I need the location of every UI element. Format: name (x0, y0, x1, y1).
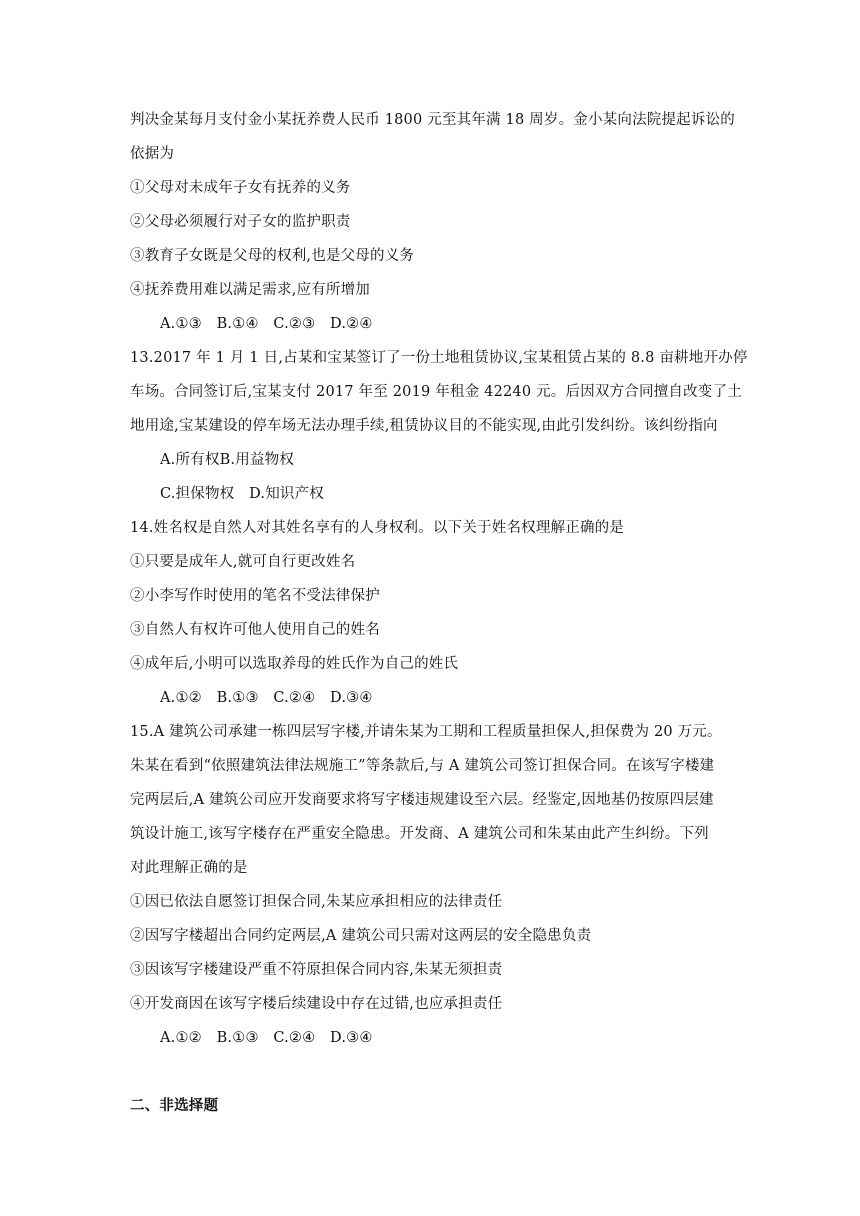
text-line: 朱某在看到“依照建筑法律法规施工”等条款后,与 A 建筑公司签订担保合同。在该写字楼建 (130, 758, 715, 774)
text-line: 地用途,宝某建设的停车场无法办理手续,租赁协议目的不能实现,由此引发纠纷。该纠纷指向 (130, 418, 718, 434)
option-line: ①因已依法自愿签订担保合同,朱某应承担相应的法律责任 (130, 894, 503, 910)
option-line: ②小李写作时使用的笔名不受法律保护 (130, 588, 380, 604)
question-14: 14.姓名权是自然人对其姓名享有的人身权利。以下关于姓名权理解正确的是 (130, 520, 625, 536)
text-line: 判决金某每月支付金小某抚养费人民币 1800 元至其年满 18 周岁。金小某向法院提起诉讼的 (130, 112, 735, 128)
option-line: ③教育子女既是父母的权利,也是父母的义务 (130, 248, 415, 264)
option-line: ③因该写字楼建设严重不符原担保合同内容,朱某无须担责 (130, 962, 503, 978)
answer-choices: C.担保物权 D.知识产权 (160, 486, 325, 502)
question-15: 15.A 建筑公司承建一栋四层写字楼,并请朱某为工期和工程质量担保人,担保费为 20 万元。 (130, 724, 722, 740)
option-line: ③自然人有权许可他人使用自己的姓名 (130, 622, 380, 638)
question-13: 13.2017 年 1 月 1 日,占某和宝某签订了一份土地租赁协议,宝某租赁占某的 8.8 亩耕地开办停 (130, 350, 748, 366)
text-line: 对此理解正确的是 (130, 860, 248, 876)
option-line: ④开发商因在该写字楼后续建设中存在过错,也应承担责任 (130, 996, 503, 1012)
option-line: ②父母必须履行对子女的监护职责 (130, 214, 351, 230)
text-line: 车场。合同签订后,宝某支付 2017 年至 2019 年租金 42240 元。后因双方合同擅自改变了土 (130, 384, 742, 400)
option-line: ④抚养费用难以满足需求,应有所增加 (130, 282, 371, 298)
answer-choices: A.①③ B.①④ C.②③ D.②④ (160, 316, 373, 332)
option-line: ①只要是成年人,就可自行更改姓名 (130, 554, 356, 570)
section-heading: 二、非选择题 (130, 1097, 219, 1114)
text-line: 筑设计施工,该写字楼存在严重安全隐患。开发商、A 建筑公司和朱某由此产生纠纷。下列 (130, 826, 709, 842)
text-line: 依据为 (130, 146, 175, 162)
answer-choices: A.所有权B.用益物权 (160, 452, 295, 468)
option-line: ④成年后,小明可以选取养母的姓氏作为自己的姓氏 (130, 656, 459, 672)
answer-choices: A.①② B.①③ C.②④ D.③④ (160, 1030, 373, 1046)
option-line: ①父母对未成年子女有抚养的义务 (130, 180, 351, 196)
answer-choices: A.①② B.①③ C.②④ D.③④ (160, 690, 373, 706)
option-line: ②因写字楼超出合同约定两层,A 建筑公司只需对这两层的安全隐患负责 (130, 928, 592, 944)
text-line: 完两层后,A 建筑公司应开发商要求将写字楼违规建设至六层。经鉴定,因地基仍按原四层建 (130, 792, 714, 808)
